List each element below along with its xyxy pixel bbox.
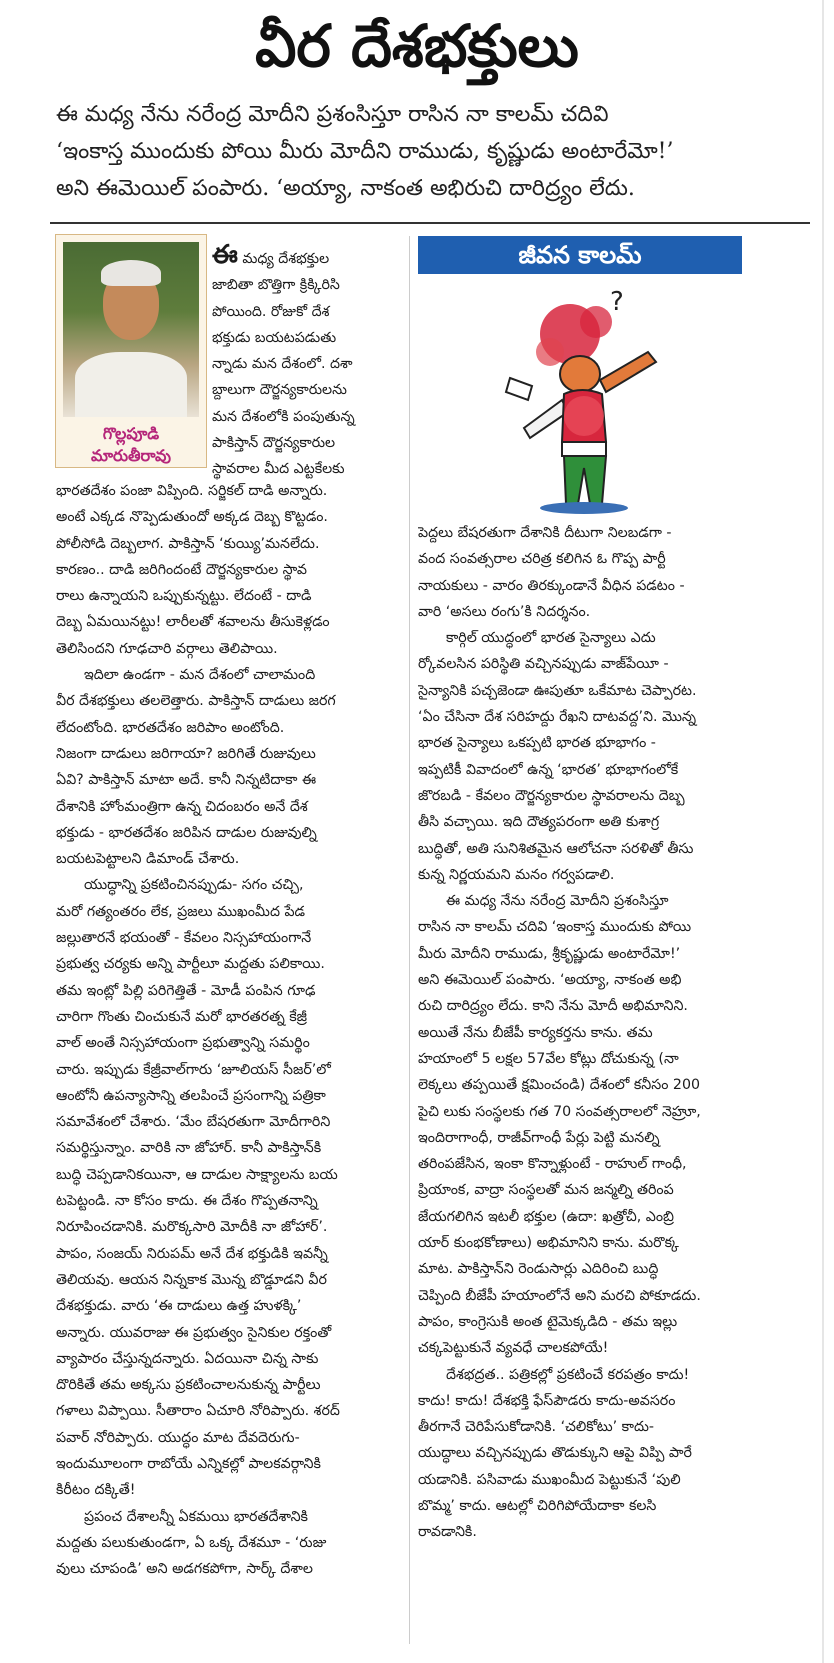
article-deck [56, 96, 816, 207]
text-line: దేశభక్తుడు. వారు ‘ఈ దాడులు ఉత్త హుళక్కి’ [56, 1298, 302, 1315]
column-banner: జీవన కాలమ్ [418, 236, 742, 274]
text-line: అన్నారు. యువరాజు ఈ ప్రభుత్వం సైనికుల రక్తంతో [56, 1324, 332, 1341]
text-line: తెలియవు. ఆయన నిన్నకాక మొన్న బొడ్డూడని వీర [56, 1271, 327, 1288]
text-line: ఆంటోనీ ఉపన్యాసాన్ని తలపించే ప్రసంగాన్ని పత్రికా [56, 1087, 326, 1104]
text-line: వీర దేశభక్తులు తలలెత్తారు. పాకిస్తాన్ దాడులు జరగ [56, 693, 336, 710]
text-line: అయితే నేను బీజేపీ కార్యకర్తను కాను. తమ [418, 1024, 653, 1041]
cartoon-head [560, 356, 600, 392]
text-line [212, 242, 402, 272]
text-line: మద్దతు పలుకుతుండగా, ఏ ఒక్క దేశమూ - ‘రుజు [56, 1534, 327, 1551]
text-line: చక్కపెట్టుకునే వ్యవధే చాలకపోయే! [418, 1340, 609, 1357]
author-name-line2: మారుతీరావు [90, 446, 172, 465]
text-line: పెద్దలు బేషరతుగా దేశానికి దీటుగా నిలబడగా - [418, 525, 672, 541]
text-line: అని ఈమెయిల్ పంపారు. ‘అయ్యా, నాకంత అభి [418, 972, 682, 989]
text-line: మన దేశంలోకి పంపుతున్న [212, 408, 355, 425]
text-line: ప్రియాంక, వాద్రా సంస్థలతో మన జన్మల్ని తరింప [418, 1182, 674, 1199]
text-line: నాయకులు - వారం తిరక్కుండానే వీధిన పడటం - [418, 577, 685, 594]
page-edge [822, 0, 824, 1663]
text-line: న్నాడు మన దేశంలో. దశా [212, 356, 353, 373]
deck-line: ఈ మధ్య నేను నరేంద్ర మోదీని ప్రశంసిస్తూ రాసిన నా కాలమ్ చదివి [56, 102, 609, 127]
text-line: ప్రపంచ దేశాలన్నీ ఏకమయి భారతదేశానికి [84, 1508, 308, 1525]
text-line: మరో గత్యంతరం లేక, ప్రజలు ముఖంమీద పేడ [56, 903, 306, 920]
author-hair [101, 260, 161, 286]
text-line: జేయగలిగిన ఇటలీ భక్తుల (ఉదా: ఖత్రోచీ, ఎంబ్రి [418, 1208, 674, 1225]
text-line: రుచి దారిద్ర్యం లేదు. కాని నేను మోదీ అభిమానిని. [418, 998, 688, 1015]
text-line: మీరు మోదీని రాముడు, శ్రీకృష్ణుడు అంటారేమో!’ [418, 945, 681, 962]
text-line: కాదు! కాదు! దేశభక్తి ఫేస్‌పౌడరు కాదు-అవసరం [418, 1392, 676, 1409]
text-line: రాలు ఉన్నాయని ఒప్పుకున్నట్టు. లేదంటే - దాడి [56, 588, 312, 605]
article-title: వీర దేశభక్తులు [255, 12, 579, 80]
text-line: దొరికితే తమ అక్కసు ప్రకటించాలనుకున్న పార్టీలు [56, 1377, 321, 1394]
text-line: దేశభద్రత.. పత్రికల్లో ప్రకటించే కరపత్రం కాదు! [446, 1366, 690, 1383]
text-line: వంద సంవత్సరాల చరిత్ర కలిగిన ఓ గొప్ప పార్టీ [418, 551, 666, 568]
text-line: తెలిసిందని గూఢచారి వర్గాలు తెలిపాయి. [56, 640, 278, 657]
text-line: టపెట్టండి. నా కోసం కాదు. ఈ దేశం గొప్పతనాన్ని [56, 1193, 318, 1210]
text-line: లెక్కలు తప్పయితే క్షమించండి) దేశంలో కనీసం 200 [418, 1077, 700, 1094]
text-line: రావడానికి. [418, 1524, 477, 1541]
text-line: దెబ్బ ఏమయినట్టు! లారీలతో శవాలను తీసుకెళ్లడం [56, 614, 330, 631]
deck-line: అని ఈమెయిల్ పంపారు. ‘అయ్యా, నాకంత అభిరుచి దారిద్ర్యం లేదు. [56, 176, 635, 201]
text-line: అంటే ఎక్కడ నొప్పెడుతుందో అక్కడ దెబ్బ కొట్టడం. [56, 509, 328, 526]
text-line: వాల్ అంతే నిస్సహాయంగా ప్రభుత్వాన్ని సమర్థిం [56, 1035, 310, 1052]
text-line: హయాంలో 5 లక్షల 57వేల కోట్లు దోచుకున్న (నా [418, 1050, 679, 1067]
text-line: యడానికి. పసివాడు ముఖంమీద పెట్టుకునే ‘పులి [418, 1471, 681, 1488]
author-name-line1: గొల్లపూడి [102, 424, 160, 443]
text-line: ఇప్పటికీ వివాదంలో ఉన్న ‘భారత’ భూభాగంలోకే [418, 761, 679, 778]
text-line: ఇందుమూలంగా రాబోయే ఎన్నికల్లో పాలకవర్గానికి [56, 1455, 321, 1472]
cartoon-hand-sign [506, 378, 532, 400]
author-photo [63, 242, 199, 417]
author-name [56, 423, 206, 467]
text-line: పోయింది. రోజుకో దేశ [212, 303, 330, 320]
text-line: నిరూపించడానికి. మరొక్కసారి మోదీకి నా జోహార్’. [56, 1219, 328, 1236]
text-line: జాబితా బొత్తిగా క్రిక్కిరిసి [212, 277, 340, 294]
cartoon-red-splash-3 [536, 338, 564, 366]
text-line: పైచి లుకు సంస్థలకు గత 70 సంవత్సరాలలో నెహ్రూ, [418, 1103, 701, 1120]
text-line: వ్యాపారం చేస్తున్నదన్నారు. ఏదయినా చిన్న సాకు [56, 1350, 319, 1367]
text-line: ర్కోవలసిన పరిస్థితి వచ్చినప్పుడు వాజ్‌పేయీ - [418, 656, 669, 673]
text-line: కున్న నిర్ణయమని మనం గర్వపడాలి. [418, 866, 615, 883]
text-line: పాపం, కాంగ్రెసుకి అంత టైమెక్కడిది - తమ ఇల్లు [418, 1313, 678, 1330]
text-line: తీసి వచ్చాయి. ఇది దౌత్యపరంగా అతి కుశాగ్ర [418, 814, 660, 831]
left-top-column [212, 242, 402, 483]
text-line: జల్లుతారనే భయంతో - కేవలం నిస్సహాయంగానే [56, 930, 312, 947]
text-line: బ్దాలుగా దౌర్జన్యకారులను [212, 382, 347, 399]
text-line: మాట. పాకిస్తాన్‌ని రెండుసార్లు ఎదిరించి బుద్ధి [418, 1261, 659, 1278]
text-line: సమావేశంలో చేశారు. ‘మేం బేషరతుగా మోదీగారిని [56, 1114, 331, 1131]
cartoon-red-splash-2 [580, 306, 612, 338]
text-line: ఏవి? పాకిస్తాన్ మాటా అదే. కానీ నిన్నటిదాకా ఈ [56, 772, 317, 789]
text-line: పాకిస్తాన్ దౌర్జన్యకారుల [212, 435, 336, 452]
text-line: భారతదేశం పంజా విప్పింది. సర్జికల్ దాడి అన్నారు. [56, 483, 328, 499]
text-line: లేదంటోంది. భారతదేశం జరిపాం అంటోంది. [56, 719, 285, 736]
text-line: బుద్ధి చెప్పడానికయినా, ఆ దాడుల సాక్ష్యాలను బయ [56, 1166, 338, 1183]
text-line: యుద్ధాలు వచ్చినప్పుడు తొడుక్కుని ఆపై విప్పి పారే [418, 1445, 692, 1462]
text-line: సైన్యానికి పచ్చజెండా ఊపుతూ ఒకేమాట చెప్పారట. [418, 682, 697, 699]
text-line: బయటపెట్టాలని డిమాండ్ చేశారు. [56, 851, 240, 868]
cartoon-raised-arm [600, 352, 656, 392]
text-line: బొమ్మ’ కాదు. ఆటల్లో చిరిగిపోయేదాకా కలసి [418, 1497, 657, 1514]
text-line: బుద్ధితో, అతి సునిశితమైన ఆలోచనా సరళితో తీసు [418, 840, 694, 857]
text-line: పాపం, సంజయ్ నిరుపమ్ అనే దేశ భక్తుడికి ఇవన్నీ [56, 1245, 328, 1262]
text-line: కార్గిల్ యుద్ధంలో భారత సైన్యాలు ఎదు [446, 630, 656, 647]
text-line: జొరబడి - కేవలం దౌర్జన్యకారుల స్థావరాలను దెబ్బ [418, 787, 685, 804]
text-line: భక్తుడు బయటపడుతు [212, 329, 337, 346]
text-line: కిరీటం దక్కితే! [56, 1482, 136, 1499]
text-line: ‘ఏం చేసినా దేశ సరిహద్దు రేఖని దాటవద్ద’ని. మొన్న [418, 709, 697, 726]
text-line: చారు. ఇప్పుడు కేజ్రీవాల్‌గారు ‘జూలియస్ సీజర్’లో [56, 1061, 331, 1078]
cartoon-left-arm [524, 400, 568, 438]
text-line: సమర్థిస్తున్నాం. వారికి నా జోహార్. కానీ పాకిస్తాన్‌కి [56, 1140, 322, 1157]
text-line: తీరగానే చెరిపేసుకోడానికి. ‘చలికోటు’ కాదు- [418, 1419, 654, 1436]
text-line: దేశానికి హోంమంత్రిగా ఉన్న చిదంబరం అనే దేశ [56, 798, 308, 815]
text-line: కారణం.. దాడి జరిగిందంటే దౌర్జన్యకారుల స్థావ [56, 561, 307, 578]
text-line: వారి ‘అసలు రంగు’కి నిదర్శనం. [418, 603, 591, 620]
column-divider [409, 236, 410, 1644]
text-line: స్థావరాల మీద ఎట్టకేలకు [212, 461, 345, 478]
text-line: ఇందిరాగాంధీ, రాజీవ్‌గాంధీ పేర్లు పెట్టి మనల్ని [418, 1129, 660, 1146]
text-line: గళాలు విప్పాయి. సీతారాం ఏచూరి నోరిప్పారు. శరద్ [56, 1403, 340, 1420]
cartoon-chest-splash [564, 396, 604, 436]
header-divider [50, 222, 810, 224]
text-line: ఇదిలా ఉండగా - మన దేశంలో చాలామంది [84, 667, 316, 684]
author-box [55, 234, 207, 468]
drop-cap: ఈ [212, 242, 238, 270]
left-column [56, 478, 404, 1582]
text-line: తమ ఇంట్లో పిల్లి పరిగెత్తితే - మోడీ పంపిన గూఢ [56, 982, 316, 999]
right-column [418, 520, 814, 1546]
text-line: తరింపజేసిన, ఇంకా కొన్నాళ్లుంటే - రాహుల్ గాంధీ, [418, 1156, 687, 1173]
cartoon-illustration [470, 282, 710, 514]
cartoon-white-band [562, 442, 606, 456]
text-line: చెప్పింది బీజేపీ హయాంలోనే అని మరచి పోకూడదు. [418, 1287, 701, 1304]
text-line: భక్తుడు - భారతదేశం జరిపిన దాడుల రుజువుల్ని [56, 824, 317, 841]
text-line: పవార్ నోరిప్పారు. యుద్ధం మాట దేవదెరుగు- [56, 1429, 300, 1446]
text-line: యుద్ధాన్ని ప్రకటించినప్పుడు- సగం చచ్చి, [84, 877, 304, 894]
text-line: ప్రభుత్వ చర్యకు అన్ని పార్టీలూ మద్దతు పలికాయి. [56, 956, 325, 973]
cartoon-ground [540, 502, 628, 514]
text-line: భారత సైన్యాలు ఒకప్పటి భారత భూభాగం - [418, 735, 656, 752]
text-line: ఈ మధ్య నేను నరేంద్ర మోదీని ప్రశంసిస్తూ [446, 893, 669, 910]
text-line: పోలీసోడి దెబ్బలాగ. పాకిస్తాన్ ‘కుయ్యి’మనలేదు. [56, 535, 320, 552]
text-line: యార్ కుంభకోణాలు) అభిమానిని కాను. మరొక్క [418, 1235, 679, 1252]
author-shirt [75, 352, 187, 417]
text-line: వులు చూపండి’ అని అడగకపోగా, సార్క్ దేశాల [56, 1561, 313, 1578]
deck-line: ‘ఇంకాస్త ముందుకు పోయి మీరు మోదీని రాముడు, కృష్ణుడు అంటారేమో!’ [56, 139, 674, 164]
text-line-rest: మధ్య దేశభక్తుల [237, 251, 330, 267]
text-line: నిజంగా దాడులు జరిగాయా? జరిగితే రుజువులు [56, 745, 316, 762]
cartoon-question-mark: ? [610, 287, 624, 317]
text-line: చారిగా గొంతు చించుకునే మరో భారతరత్న కేజ్రీ [56, 1008, 308, 1025]
cartoon-legs [564, 456, 606, 504]
text-line: రాసిన నా కాలమ్ చదివి ‘ఇంకాస్త ముందుకు పోయి [418, 919, 692, 936]
